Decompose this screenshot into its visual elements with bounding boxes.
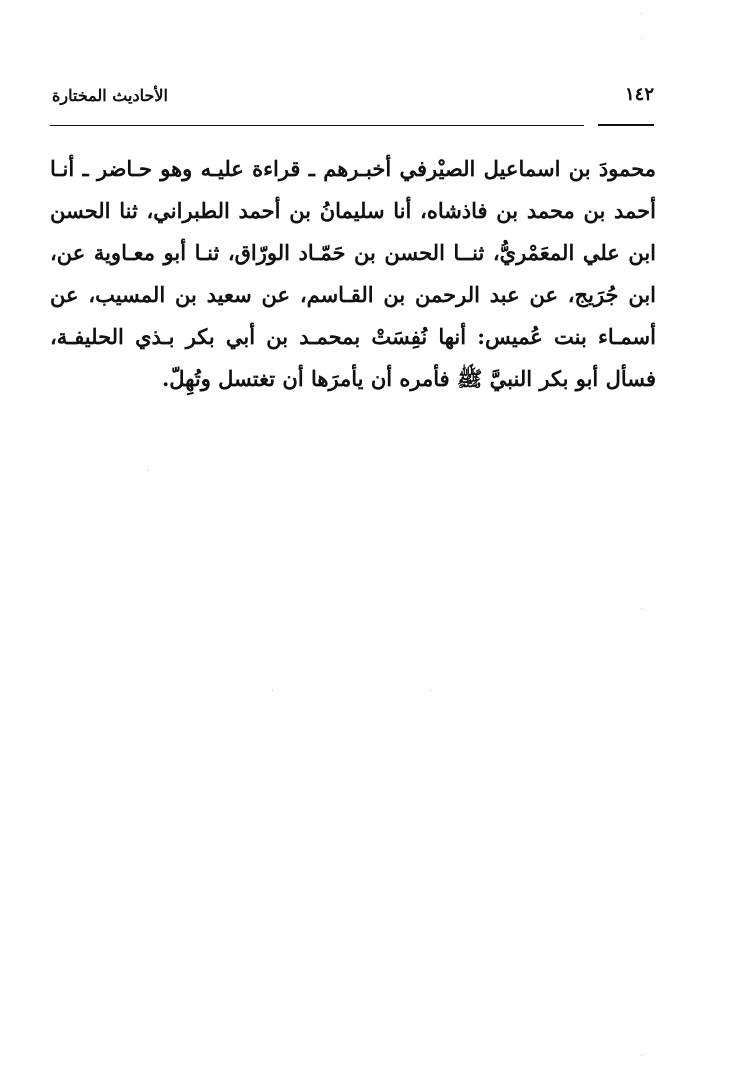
- header-rule: [50, 125, 584, 126]
- page-header: [50, 84, 654, 114]
- text-line: ابن علي المعَمْريُّ، ثنــا الحسن بن حَمّـاد الورّاق، ثنـا أبو معـاوية عن،: [50, 240, 656, 265]
- header-rule-accent: [598, 124, 654, 126]
- scan-speck: [641, 1055, 642, 1056]
- scan-speck: [641, 38, 642, 39]
- page-number: ١٤٢: [624, 84, 654, 105]
- text-line: أسمـاء بنت عُميس: أنها نُفِسَتْ بمحمـد بن أبي بكر بـذي الحليفـة،: [50, 324, 656, 349]
- hadith-text: [50, 148, 656, 400]
- text-line: ابن جُرَيج، عن عبد الرحمن بن القـاسم، عن سعيد بن المسيب، عن: [50, 282, 656, 307]
- running-title: الأحاديث المختارة: [52, 86, 168, 105]
- scan-speck: [641, 13, 642, 14]
- scan-speck: [272, 690, 273, 691]
- text-line: محمودَ بن اسماعيل الصيْرفي أخبـرهم ـ قراءة عليـه وهو حـاضر ـ أنـا: [50, 156, 656, 181]
- scan-speck: [430, 690, 431, 691]
- scan-speck: [147, 470, 148, 471]
- scan-speck: [641, 608, 642, 609]
- text-line-last: فسأل أبو بكر النبيَّ ﷺ فأمره أن يأمرَها أن تغتسل وتُهِلّ.: [161, 366, 656, 391]
- text-line: أحمد بن محمد بن فاذشاه، أنا سليمانُ بن أحمد الطبراني، ثنا الحسن: [50, 198, 656, 223]
